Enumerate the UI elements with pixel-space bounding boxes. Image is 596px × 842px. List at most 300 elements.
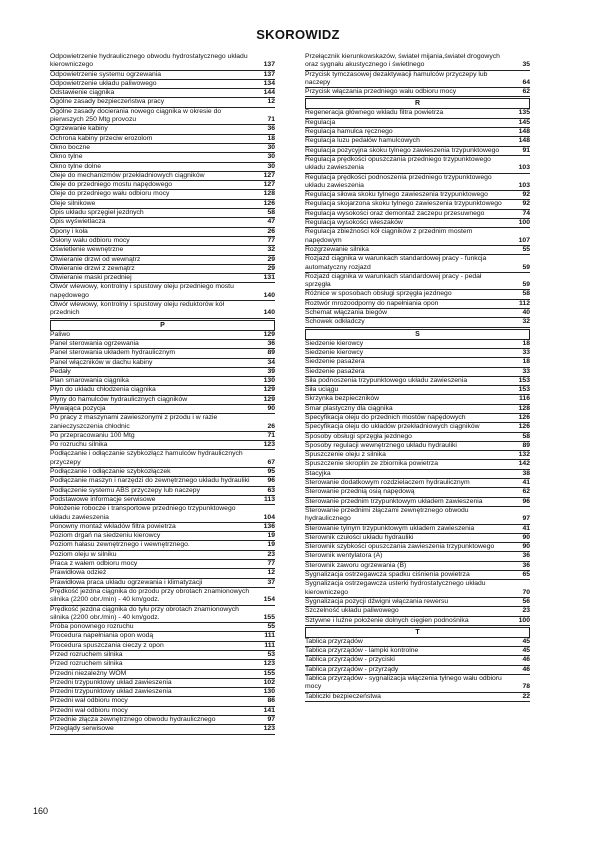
index-section-letter: T bbox=[305, 627, 530, 638]
index-entry-label: Prawidłowa praca układu ogrzewania i klimatyzacji bbox=[50, 578, 203, 586]
index-entry bbox=[305, 109, 530, 118]
index-entry-label: Oświetlenie wewnętrzne bbox=[50, 246, 124, 254]
index-column-left bbox=[50, 53, 275, 735]
index-entry-label: Sterownik szybkości opuszczania zawieszenia trzypunktowego bbox=[305, 543, 495, 551]
index-entry bbox=[50, 359, 275, 368]
index-entry-page: 129 bbox=[263, 386, 275, 394]
index-entry-page: 47 bbox=[267, 218, 275, 226]
index-entry bbox=[305, 395, 530, 404]
index-entry-label: Przeglądy serwisowe bbox=[50, 725, 114, 733]
index-entry bbox=[50, 283, 275, 301]
index-entry bbox=[50, 349, 275, 358]
index-entry bbox=[305, 647, 530, 656]
index-entry bbox=[305, 255, 530, 273]
index-entry-label: Spuszczenie skroplin ze zbiornika powietrza bbox=[305, 460, 438, 468]
index-entry-page: 32 bbox=[522, 318, 530, 326]
index-entry-label: Po przepracowaniu 100 Mtg bbox=[50, 431, 135, 439]
index-entry bbox=[50, 441, 275, 450]
index-entry bbox=[50, 246, 275, 255]
index-entry-page: 140 bbox=[263, 309, 275, 317]
index-entry-label: Rozjazd ciągnika w warunkach standardowej pracy - pedał sprzęgła bbox=[305, 272, 482, 289]
index-entry-label: Sterownik wentylatora (A) bbox=[305, 552, 383, 560]
index-entry-label: Ponowny montaż wkładów filtra powietrza bbox=[50, 522, 176, 530]
index-entry-page: 145 bbox=[518, 118, 530, 126]
index-entry-label: Odstawienie ciągnika bbox=[50, 89, 115, 97]
index-entry-page: 29 bbox=[267, 255, 275, 263]
index-entry-label: Oleje do mechanizmów przekładniowych ciągników bbox=[50, 171, 205, 179]
index-entry-page: 136 bbox=[263, 522, 275, 530]
index-entry bbox=[50, 396, 275, 405]
index-entry bbox=[305, 128, 530, 137]
index-entry-page: 19 bbox=[267, 532, 275, 540]
index-entry-page: 127 bbox=[263, 171, 275, 179]
index-entry bbox=[50, 632, 275, 641]
index-entry bbox=[50, 651, 275, 660]
index-entry-page: 126 bbox=[263, 199, 275, 207]
index-entry-label: Regulacja zbieżności kół ciągników z przednim mostem napędowym bbox=[305, 228, 473, 244]
index-entry-page: 46 bbox=[522, 665, 530, 673]
index-entry-label: Ogrzewanie kabiny bbox=[50, 125, 108, 133]
index-entry bbox=[50, 414, 275, 432]
index-section-letter: S bbox=[305, 329, 530, 340]
index-entry bbox=[305, 219, 530, 228]
index-entry-page: 92 bbox=[522, 200, 530, 208]
index-entry bbox=[305, 656, 530, 665]
index-entry-label: Podłączanie i odłączanie szybkozłączek bbox=[50, 468, 171, 476]
index-entry-label: Otwieranie drzwi od wewnątrz bbox=[50, 255, 141, 263]
index-entry bbox=[50, 153, 275, 162]
index-entry-page: 153 bbox=[518, 386, 530, 394]
index-entry bbox=[50, 386, 275, 395]
index-entry-page: 65 bbox=[522, 571, 530, 579]
index-entry-page: 102 bbox=[263, 678, 275, 686]
index-entry-label: Siedzenie pasażera bbox=[305, 358, 365, 366]
index-entry bbox=[305, 488, 530, 497]
index-entry-page: 19 bbox=[267, 541, 275, 549]
index-entry-page: 153 bbox=[518, 376, 530, 384]
index-entry-label: Specyfikacja oleju do przednich mostów napędowych bbox=[305, 413, 466, 421]
index-entry-label: Próba ponownego rozruchu bbox=[50, 623, 134, 631]
index-entry-label: Regulacja pozycyjna skoku tylnego zawieszenia trzypunktowego bbox=[305, 146, 500, 154]
index-entry-page: 104 bbox=[263, 513, 275, 521]
index-entry bbox=[50, 477, 275, 486]
index-entry-page: 30 bbox=[267, 162, 275, 170]
index-entry-label: Sygnalizacja ostrzegawcza usterki hydrostatycznego układu kierowniczego bbox=[305, 580, 486, 596]
index-entry bbox=[305, 147, 530, 156]
index-entry-page: 113 bbox=[264, 495, 275, 503]
index-entry-label: Rozgrzewanie silnika bbox=[305, 245, 369, 253]
index-entry bbox=[305, 300, 530, 309]
index-entry-page: 40 bbox=[522, 309, 530, 317]
index-entry-page: 46 bbox=[522, 656, 530, 664]
index-entry-page: 144 bbox=[263, 89, 275, 97]
index-entry-label: Tablica przyrządów - przyrządy bbox=[305, 665, 399, 673]
index-entry bbox=[305, 368, 530, 377]
index-entry-page: 107 bbox=[518, 236, 530, 244]
index-entry bbox=[305, 318, 530, 327]
index-entry-page: 103 bbox=[518, 164, 530, 172]
index-entry bbox=[50, 505, 275, 523]
index-entry-page: 129 bbox=[263, 330, 275, 338]
index-entry-page: 100 bbox=[518, 219, 530, 227]
index-entry bbox=[305, 479, 530, 488]
index-entry-page: 155 bbox=[263, 669, 275, 677]
index-entry-page: 71 bbox=[267, 431, 275, 439]
index-entry-page: 90 bbox=[522, 533, 530, 541]
index-entry-label: Opis układu sprzęgieł jezdnych bbox=[50, 209, 144, 217]
index-entry bbox=[50, 331, 275, 340]
index-entry-label: Sygnalizacja ostrzegawcza spadku ciśnienia powietrza bbox=[305, 571, 470, 579]
index-entry-label: Tabliczki bezpieczeństwa bbox=[305, 692, 381, 700]
index-entry bbox=[305, 174, 530, 192]
index-entry-page: 96 bbox=[267, 477, 275, 485]
index-entry bbox=[305, 405, 530, 414]
index-entry-page: 90 bbox=[522, 543, 530, 551]
index-entry-label: Regulacja wysokości wieszaków bbox=[305, 219, 403, 227]
index-entry-label: Osłony wału odbioru mocy bbox=[50, 236, 130, 244]
index-entry-page: 56 bbox=[522, 597, 530, 605]
index-entry-label: Regulacja luzu pedałów hamulcowych bbox=[305, 137, 420, 145]
index-entry bbox=[50, 125, 275, 134]
index-entry-label: Tablica przyrządów - lampki kontrolne bbox=[305, 647, 419, 655]
index-entry bbox=[305, 200, 530, 209]
index-entry-page: 12 bbox=[267, 98, 275, 106]
index-entry bbox=[50, 697, 275, 706]
index-entry-label: Schowek odkładczy bbox=[305, 318, 365, 326]
index-entry-label: Prędkość jezdna ciągnika do tyłu przy obrotach znamionowych silnika (2200 obr./min) - 40 km/godz. bbox=[50, 605, 239, 621]
index-entry-page: 23 bbox=[267, 550, 275, 558]
index-entry-label: Rozjazd ciągnika w warunkach standardowej pracy - funkcja automatyczny rozjazd bbox=[305, 255, 487, 271]
index-entry-page: 67 bbox=[267, 458, 275, 466]
index-entry bbox=[305, 534, 530, 543]
index-entry-label: Poziom hałasu zewnętrznego i wewnętrznego. bbox=[50, 541, 190, 549]
index-entry bbox=[50, 450, 275, 468]
index-entry-page: 29 bbox=[267, 264, 275, 272]
index-entry-label: Roztwór mrozoodporny do napełniania opon bbox=[305, 299, 439, 307]
index-entry bbox=[305, 137, 530, 146]
index-entry-label: Poziom drgań na siedzeniu kierowcy bbox=[50, 532, 161, 540]
index-entry-page: 32 bbox=[267, 246, 275, 254]
index-entry-page: 74 bbox=[522, 209, 530, 217]
index-entry bbox=[50, 163, 275, 172]
index-entry bbox=[305, 156, 530, 174]
index-entry-label: Plan smarowania ciągnika bbox=[50, 377, 129, 385]
index-entry-label: Siła podnoszenia trzypunktowego układu zawieszenia bbox=[305, 376, 468, 384]
index-entry-label: Położenie robocze i transportowe przedniego trzypunktowego układu zawieszenia bbox=[50, 505, 236, 521]
index-entry-label: Płyny do hamulców hydraulicznych ciągników bbox=[50, 395, 188, 403]
index-entry bbox=[50, 135, 275, 144]
index-entry-page: 90 bbox=[267, 404, 275, 412]
index-entry-label: Panel sterowania układem hydraulicznym bbox=[50, 349, 176, 357]
index-entry bbox=[50, 377, 275, 386]
index-entry bbox=[305, 451, 530, 460]
index-entry-page: 30 bbox=[267, 153, 275, 161]
index-entry-label: Prawidłowa odzież bbox=[50, 569, 107, 577]
index-entry-label: Paliwo bbox=[50, 330, 71, 338]
index-entry-page: 18 bbox=[267, 134, 275, 142]
index-entry bbox=[305, 88, 530, 97]
index-entry bbox=[50, 89, 275, 98]
index-entry-page: 130 bbox=[263, 688, 275, 696]
index-entry-page: 137 bbox=[263, 70, 275, 78]
index-entry-page: 59 bbox=[522, 263, 530, 271]
index-entry bbox=[50, 368, 275, 377]
index-entry bbox=[50, 256, 275, 265]
index-entry bbox=[50, 172, 275, 181]
index-entry-label: Sterownik zaworu ogrzewania (B) bbox=[305, 561, 407, 569]
index-entry bbox=[50, 660, 275, 669]
index-entry-label: Tablica przyrządów bbox=[305, 637, 363, 645]
index-entry-page: 148 bbox=[518, 128, 530, 136]
index-entry-page: 97 bbox=[267, 716, 275, 724]
index-entry-page: 86 bbox=[267, 697, 275, 705]
index-entry-page: 64 bbox=[522, 78, 530, 86]
index-entry-label: Sterowanie przednią osią napędową bbox=[305, 488, 415, 496]
index-entry-page: 36 bbox=[522, 561, 530, 569]
index-entry-page: 55 bbox=[267, 623, 275, 631]
index-entry-label: Przedni niezależny WOM bbox=[50, 669, 127, 677]
index-entry bbox=[305, 675, 530, 693]
index-entry-page: 142 bbox=[518, 460, 530, 468]
index-entry bbox=[305, 617, 530, 626]
index-entry bbox=[305, 414, 530, 423]
index-section-letter: P bbox=[50, 320, 275, 331]
index-entry-page: 92 bbox=[522, 191, 530, 199]
index-entry bbox=[305, 71, 530, 89]
index-entry-label: Oleje do przedniego mostu napędowego bbox=[50, 181, 173, 189]
index-entry bbox=[305, 349, 530, 358]
index-entry-label: Przedni wał odbioru mocy bbox=[50, 706, 128, 714]
index-entry-page: 18 bbox=[522, 358, 530, 366]
index-entry-label: Okno tylne dolne bbox=[50, 162, 102, 170]
index-entry-page: 38 bbox=[522, 469, 530, 477]
index-entry-label: Sygnalizacja pozycji dźwigni włączania rewersu bbox=[305, 597, 449, 605]
index-entry-page: 116 bbox=[519, 395, 530, 403]
index-entry-label: Oleje silnikowe bbox=[50, 199, 96, 207]
index-entry-label: Prędkość jezdna ciągnika do przodu przy obrotach znamionowych silnika (2200 obr./min) - 40 km/godz. bbox=[50, 587, 250, 604]
index-entry bbox=[305, 552, 530, 561]
index-entry-page: 37 bbox=[267, 578, 275, 586]
index-entry bbox=[305, 273, 530, 291]
index-entry bbox=[50, 642, 275, 651]
index-entry-label: Regulacja skojarzona skoku tylnego zawieszenia trzypunktowego bbox=[305, 200, 502, 208]
index-entry-label: Oleje do przedniego wału odbioru mocy bbox=[50, 190, 170, 198]
index-entry bbox=[305, 525, 530, 534]
index-entry bbox=[305, 693, 530, 702]
index-entry-page: 111 bbox=[264, 632, 275, 640]
index-entry-label: Siła uciągu bbox=[305, 386, 339, 394]
index-entry-page: 58 bbox=[267, 209, 275, 217]
index-entry-label: Regulacja wysokości oraz demontaż zaczepu przesuwnego bbox=[305, 209, 485, 217]
index-entry-label: Otwór wlewowy, kontrolny i spustowy oleju reduktorów kół przednich bbox=[50, 301, 225, 317]
index-entry-page: 62 bbox=[522, 488, 530, 496]
index-entry-page: 70 bbox=[522, 588, 530, 596]
index-entry bbox=[305, 191, 530, 200]
index-entry bbox=[305, 377, 530, 386]
index-entry-label: Pływająca pozycja bbox=[50, 404, 106, 412]
index-entry-label: Okno tylne bbox=[50, 153, 83, 161]
index-entry-page: 89 bbox=[267, 349, 275, 357]
index-column-right bbox=[305, 53, 530, 702]
index-entry-label: Różnice w sposobach obsługi sprzęgła jezdnego bbox=[305, 290, 452, 298]
index-entry bbox=[50, 108, 275, 126]
index-entry bbox=[305, 543, 530, 552]
index-entry-page: 41 bbox=[522, 524, 530, 532]
index-entry-page: 89 bbox=[522, 441, 530, 449]
index-entry-label: Podłączenie systemu ABS przyczepy lub naczepy bbox=[50, 486, 200, 494]
index-entry-page: 36 bbox=[267, 125, 275, 133]
index-entry bbox=[50, 80, 275, 89]
index-entry-page: 12 bbox=[267, 569, 275, 577]
index-entry-page: 71 bbox=[267, 116, 275, 124]
index-entry bbox=[50, 53, 275, 71]
index-entry bbox=[305, 119, 530, 128]
index-entry-page: 36 bbox=[522, 552, 530, 560]
index-entry-page: 128 bbox=[263, 190, 275, 198]
index-entry bbox=[305, 666, 530, 675]
index-entry-label: Przednie złącza zewnętrznego obwodu hydraulicznego bbox=[50, 716, 216, 724]
index-entry-page: 33 bbox=[522, 367, 530, 375]
index-entry-page: 103 bbox=[518, 181, 530, 189]
index-entry-page: 155 bbox=[263, 613, 275, 621]
index-entry bbox=[50, 301, 275, 319]
index-entry-page: 55 bbox=[522, 245, 530, 253]
index-entry bbox=[305, 460, 530, 469]
index-entry bbox=[50, 200, 275, 209]
index-entry bbox=[50, 725, 275, 734]
index-entry bbox=[50, 560, 275, 569]
index-entry-label: Przedni trzypunktowy układ zawieszenia bbox=[50, 678, 172, 686]
index-entry bbox=[50, 569, 275, 578]
index-entry-page: 95 bbox=[267, 468, 275, 476]
index-entry-page: 41 bbox=[522, 479, 530, 487]
index-entry bbox=[305, 246, 530, 255]
index-entry bbox=[50, 274, 275, 283]
index-entry bbox=[50, 181, 275, 190]
index-entry-label: Przełącznik kierunkowskazów, świateł mijania,świateł drogowych oraz sygnału akustycznego i świetlnego bbox=[305, 53, 500, 69]
index-entry bbox=[50, 209, 275, 218]
index-entry-label: Przedni wał odbioru mocy bbox=[50, 697, 128, 705]
index-entry bbox=[50, 551, 275, 560]
index-entry-page: 22 bbox=[522, 692, 530, 700]
index-entry-page: 78 bbox=[522, 683, 530, 691]
index-entry bbox=[305, 507, 530, 525]
index-entry bbox=[305, 423, 530, 432]
index-entry bbox=[305, 607, 530, 616]
index-entry-label: Przed rozruchem silnika bbox=[50, 651, 123, 658]
index-entry-label: Sposoby regulacji wewnętrznego układu hydrauliki bbox=[305, 441, 457, 449]
index-entry bbox=[50, 707, 275, 716]
index-entry-label: Przed rozruchem silnika bbox=[50, 660, 123, 668]
index-entry-label: Otwór wlewowy, kontrolny i spustowy oleju przedniego mostu napędowego bbox=[50, 283, 234, 299]
index-entry-page: 77 bbox=[267, 560, 275, 568]
index-entry-label: Opis wyświetlacza bbox=[50, 218, 106, 226]
index-entry-page: 45 bbox=[522, 637, 530, 645]
index-section-letter: R bbox=[305, 98, 530, 109]
index-entry bbox=[305, 386, 530, 395]
index-entry-label: Sterowanie tylnym trzypunktowym układem zawieszenia bbox=[305, 524, 475, 532]
index-entry bbox=[50, 487, 275, 496]
index-entry-page: 123 bbox=[263, 660, 275, 668]
index-entry-label: Regulacja hamulca ręcznego bbox=[305, 128, 393, 136]
index-entry bbox=[305, 309, 530, 318]
index-entry bbox=[50, 237, 275, 246]
index-entry-page: 100 bbox=[518, 616, 530, 624]
index-entry-label: Sterowanie przednimi złączami zewnętrznego obwodu hydraulicznego bbox=[305, 506, 469, 523]
index-entry bbox=[50, 623, 275, 632]
index-entry-page: 137 bbox=[263, 61, 275, 69]
index-entry bbox=[50, 679, 275, 688]
index-entry bbox=[305, 470, 530, 479]
index-entry-page: 18 bbox=[522, 339, 530, 347]
index-entry-label: Specyfikacja oleju do układów przekładniowych ciągników bbox=[305, 423, 480, 431]
index-entry-page: 128 bbox=[518, 404, 530, 412]
index-entry-label: Tablica przyrządów - przyciski bbox=[305, 656, 395, 664]
index-entry-label: Panel sterowania ogrzewania bbox=[50, 339, 139, 347]
index-entry bbox=[50, 228, 275, 237]
index-entry bbox=[305, 638, 530, 647]
index-entry-page: 111 bbox=[264, 641, 275, 649]
index-entry-label: Procedura spuszczania cieczy z opon bbox=[50, 641, 164, 649]
index-entry-page: 35 bbox=[522, 61, 530, 69]
index-entry-label: Podłączanie maszyn i narzędzi do zewnętrznego układu hydrauliki bbox=[50, 477, 250, 485]
index-entry bbox=[50, 468, 275, 477]
index-entry-label: Spuszczenie oleju z silnika bbox=[305, 451, 386, 459]
index-entry bbox=[305, 580, 530, 598]
index-entry-page: 23 bbox=[522, 607, 530, 615]
index-entry-page: 26 bbox=[267, 227, 275, 235]
index-entry-page: 30 bbox=[267, 143, 275, 151]
index-entry-label: Odpowietrzenie układu paliwowego bbox=[50, 79, 157, 87]
index-entry bbox=[50, 541, 275, 550]
index-entry-page: 135 bbox=[518, 109, 530, 117]
index-entry bbox=[50, 405, 275, 414]
index-entry-label: Smar plastyczny dla ciągnika bbox=[305, 404, 393, 412]
index-entry bbox=[305, 433, 530, 442]
index-entry bbox=[50, 579, 275, 588]
index-entry-label: Odpowietrzenie systemu ogrzewania bbox=[50, 70, 162, 78]
index-entry bbox=[50, 71, 275, 80]
index-entry-page: 33 bbox=[522, 348, 530, 356]
index-entry-label: Otwieranie drzwi z zewnątrz bbox=[50, 264, 135, 272]
index-entry-page: 131 bbox=[263, 274, 275, 282]
index-entry-label: Siedzenie kierowcy bbox=[305, 339, 364, 347]
index-entry-label: Ogólne zasady bezpieczeństwa pracy bbox=[50, 98, 165, 106]
index-entry-label: Siedzenie pasażera bbox=[305, 367, 365, 375]
index-entry-label: Procedura napełniania opon wodą bbox=[50, 632, 154, 640]
index-entry bbox=[50, 532, 275, 541]
index-entry-label: Sterownik czułości układu hydrauliki bbox=[305, 533, 414, 541]
index-entry-page: 62 bbox=[522, 88, 530, 96]
index-entry-label: Stacyjka bbox=[305, 469, 331, 477]
index-entry-label: Podłączanie i odłączanie szybkozłącz hamulców hydraulicznych przyczepy bbox=[50, 450, 243, 466]
index-entry-label: Regeneracja głównego wkładu filtra powietrza bbox=[305, 109, 444, 117]
index-entry bbox=[50, 432, 275, 441]
index-entry-page: 58 bbox=[522, 290, 530, 298]
index-entry-page: 127 bbox=[263, 181, 275, 189]
index-entry-page: 58 bbox=[522, 432, 530, 440]
index-entry bbox=[305, 442, 530, 451]
index-entry-page: 26 bbox=[267, 422, 275, 430]
index-entry-page: 123 bbox=[263, 441, 275, 449]
index-entry-label: Skrzynka bezpieczników bbox=[305, 395, 380, 403]
index-entry-page: 126 bbox=[518, 423, 530, 431]
index-entry bbox=[305, 340, 530, 349]
index-entry bbox=[305, 562, 530, 571]
index-entry-page: 91 bbox=[522, 146, 530, 154]
index-entry bbox=[50, 340, 275, 349]
index-entry bbox=[50, 98, 275, 107]
